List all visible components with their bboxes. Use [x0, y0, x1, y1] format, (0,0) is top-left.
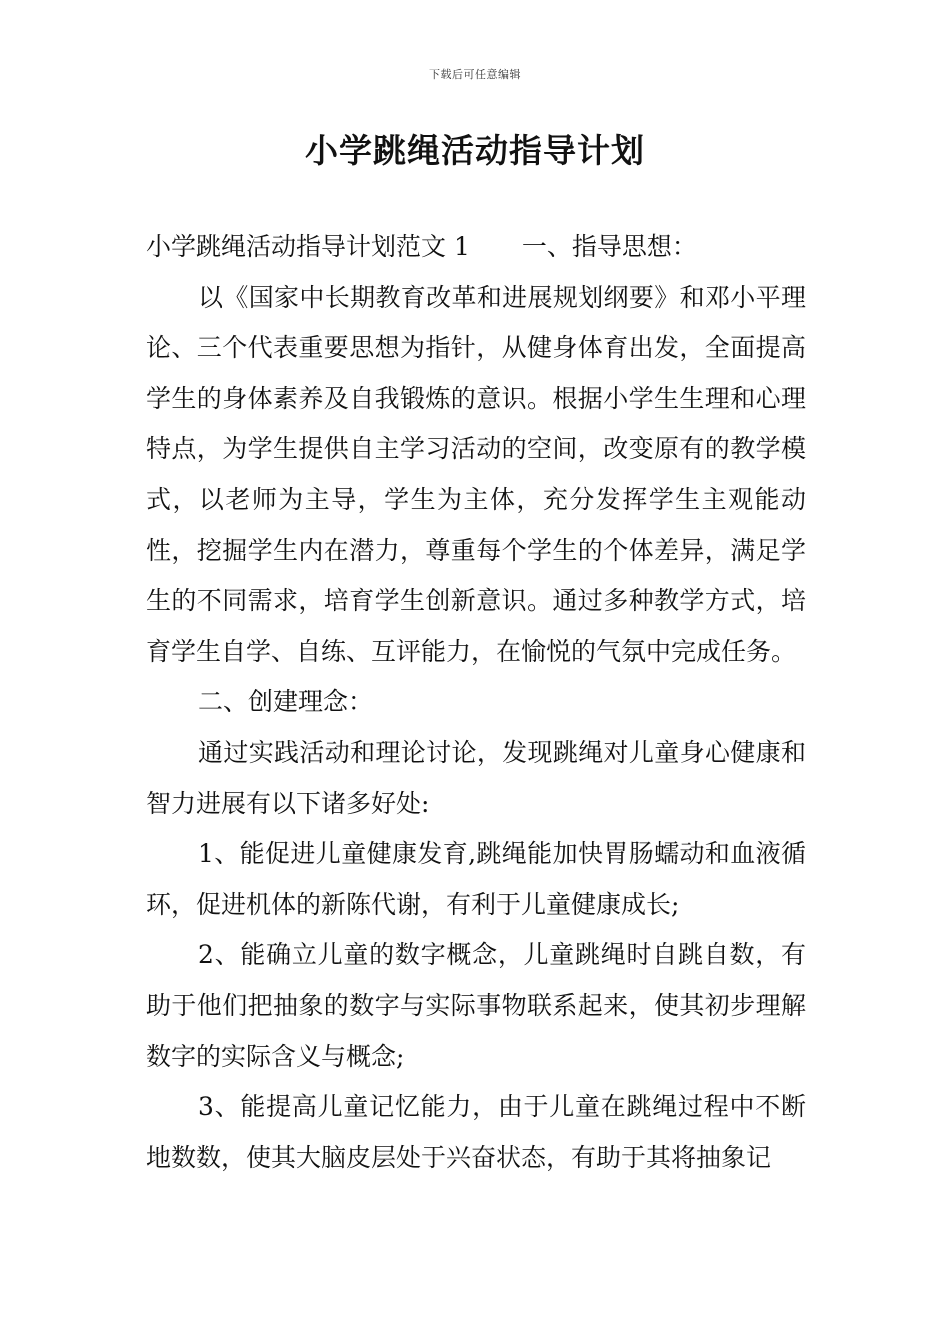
paragraph-guiding-ideology: 以《国家中长期教育改革和进展规划纲要》和邓小平理论、三个代表重要思想为指针，从健身体育出发，全面提高学生的身体素养及自我锻炼的意识。根据小学生生理和心理特点，为学生提供自主学习活动的空间，改变原有的教学模式，以老师为主导，学生为主体，充分发挥学生主观能动性，挖掘学生内在潜力，尊重每个学生的个体差异，满足学生的不同需求，培育学生创新意识。通过多种教学方式，培育学生自学、自练、互评能力，在愉悦的气氛中完成任务。 — [146, 282, 806, 666]
first-line — [146, 222, 806, 273]
paragraph-benefits-intro: 通过实践活动和理论讨论，发现跳绳对儿童身心健康和智力进展有以下诸多好处: — [146, 737, 806, 818]
section-heading-guiding-ideology: 一、指导思想： — [521, 232, 697, 261]
section-heading-creation-concept: 二、创建理念： — [198, 687, 374, 717]
list-item-benefit-1: 1、能促进儿童健康发育,跳绳能加快胃肠蠕动和血液循环，促进机体的新陈代谢，有利于儿童健康成长; — [146, 839, 806, 919]
page-header-note: 下载后可任意编辑 — [429, 68, 521, 81]
list-item-benefit-3: 3、能提高儿童记忆能力，由于儿童在跳绳过程中不断地数数，使其大脑皮层处于兴奋状态，有助于其将抽象记 — [146, 1092, 806, 1172]
list-item-benefit-2: 2、能确立儿童的数字概念，儿童跳绳时自跳自数，有助于他们把抽象的数字与实际事物联系起来，使其初步理解数字的实际含义与概念; — [146, 940, 806, 1071]
document-title: 小学跳绳活动指导计划 — [305, 131, 645, 170]
doc-subtitle: 小学跳绳活动指导计划范文 1 — [146, 232, 470, 261]
document-body — [146, 222, 806, 1183]
